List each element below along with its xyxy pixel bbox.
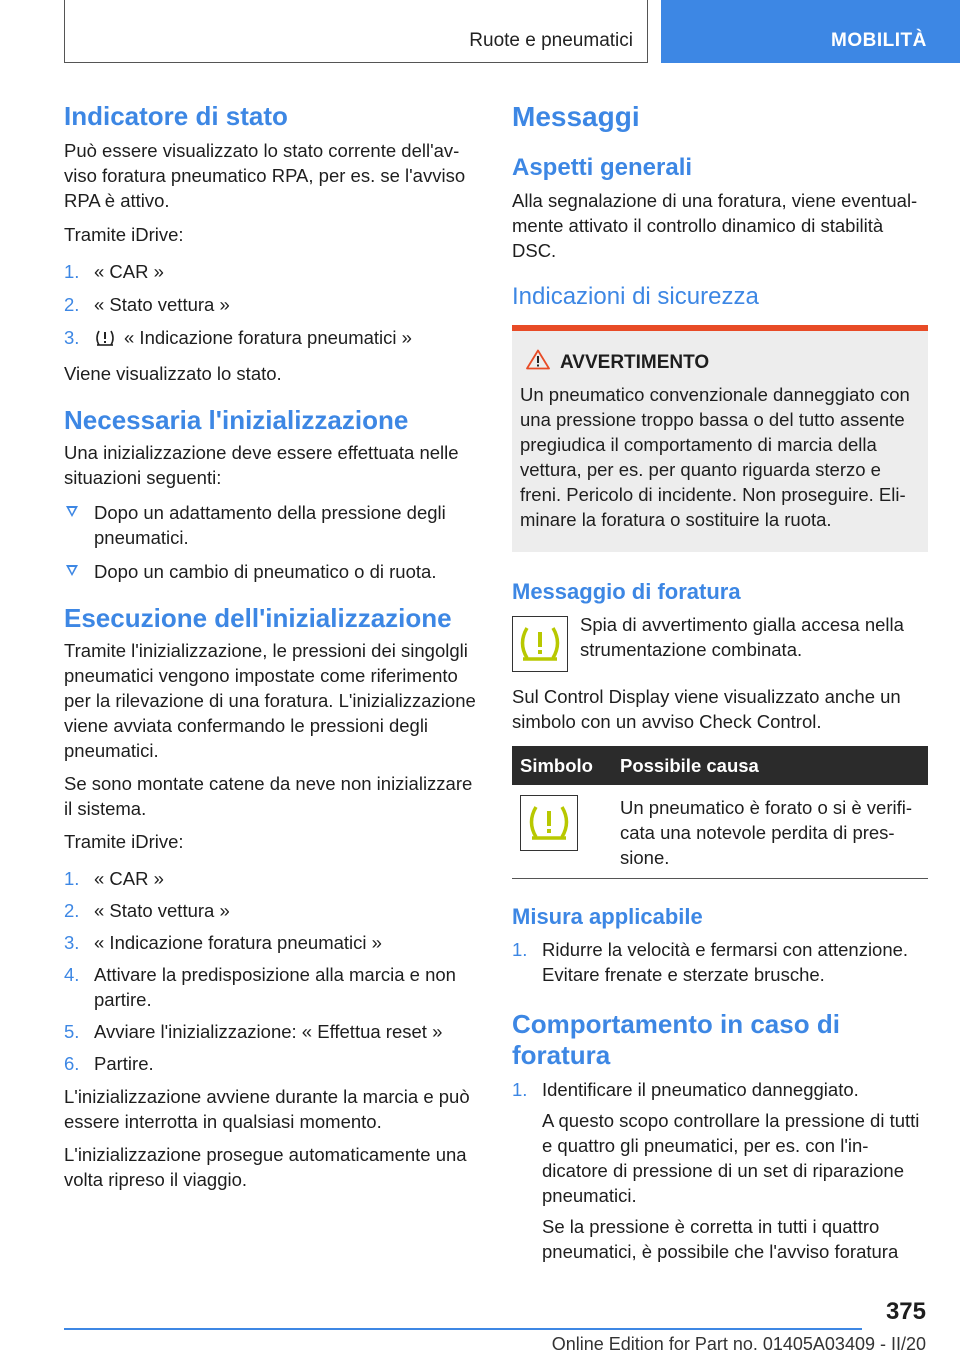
column-header-causa: Possibile causa xyxy=(612,746,928,785)
comportamento-p2: Se la pressione è corretta in tutti i quattro pneumatici, è possibile che l'avviso foratura xyxy=(542,1216,899,1262)
control-display-text: Sul Control Display viene visualizzato anche un simbolo con un avviso Check Control. xyxy=(512,686,901,732)
warning-triangle-icon xyxy=(526,349,550,376)
warning-text: Un pneumatico convenzionale danneggiato con una pressione troppo bassa o del tutto assente pregiudica il comportamento di marcia della vettura, per es. per quanto riguarda sterzo e freni. Pericolo di incidente. Non proseguire. Eli‐ minare la foratura o sostituire la ruota. xyxy=(520,384,910,530)
indicatore-steps xyxy=(64,259,480,353)
page-header xyxy=(64,0,960,64)
lamp-row xyxy=(512,612,928,672)
chapter-title: Ruote e pneumatici xyxy=(469,30,633,51)
warning-title-row xyxy=(520,349,920,376)
warning-box xyxy=(512,325,928,552)
list-item: Dopo un adattamento della pressione degli pneumatici. xyxy=(64,500,480,550)
footer-divider xyxy=(64,1328,862,1330)
indicatore-idrive: Tramite iDrive: xyxy=(64,224,184,245)
symbol-table xyxy=(512,746,928,879)
list-item: 1. « CAR » xyxy=(64,868,164,889)
footer-edition: Online Edition for Part no. 01405A03409 - II/20 xyxy=(551,1334,926,1354)
tire-warning-icon xyxy=(94,328,116,353)
heading-indicatore: Indicatore di stato xyxy=(64,101,288,131)
indicatore-intro: Può essere visualizzato lo stato corrente dell'av‐ viso foratura pneumatico RPA, per es. se l'avviso RPA è attivo. xyxy=(64,140,466,211)
list-item: 2. « Stato vettura » xyxy=(64,900,230,921)
lamp-text: Spia di avvertimento gialla accesa nella strumentazione combinata. xyxy=(580,614,904,660)
tire-pressure-lamp-icon xyxy=(512,616,568,672)
page-number: 375 xyxy=(885,1298,926,1325)
symbol-cell xyxy=(512,785,612,879)
tire-pressure-warning-icon xyxy=(520,795,578,851)
esecuzione-steps xyxy=(64,866,480,1076)
warning-title: AVVERTIMENTO xyxy=(560,351,710,373)
column-header-simbolo: Simbolo xyxy=(512,746,612,785)
left-column xyxy=(64,100,480,1192)
chapter-tab xyxy=(64,0,648,63)
list-item: 3. « Indicazione foratura pneumatici » xyxy=(64,932,382,953)
comportamento-p1: A questo scopo controllare la pressione di tutti e quattro gli pneumatici, per es. con l'in‐ dicatore di pressione di un set di riparazione pneumatici. xyxy=(542,1110,920,1206)
esecuzione-idrive: Tramite iDrive: xyxy=(64,831,184,852)
list-item: 1. « CAR » xyxy=(64,261,164,282)
list-item: 4. Attivare la predisposizione alla marcia e non partire. xyxy=(64,964,456,1010)
list-item: 5. Avviare l'inizializzazione: « Effettua reset » xyxy=(64,1021,443,1042)
heading-comportamento: Comportamento in caso di foratura xyxy=(512,1009,840,1070)
heading-foratura: Messaggio di foratura xyxy=(512,579,741,604)
list-item: 3. « Indicazione foratura pneumatici » xyxy=(64,325,480,353)
heading-esecuzione: Esecuzione dell'inizializzazione xyxy=(64,603,452,633)
list-item: 6. Partire. xyxy=(64,1053,154,1074)
necessaria-bullets xyxy=(64,500,480,584)
misura-steps xyxy=(512,937,928,987)
list-item: 1. Ridurre la velocità e fermarsi con attenzione. Evitare frenate e sterzate brusche. xyxy=(512,939,909,985)
esecuzione-p3: L'inizializzazione avviene durante la marcia e può essere interrotta in qualsiasi momento. xyxy=(64,1086,470,1132)
list-item: Dopo un cambio di pneumatico o di ruota. xyxy=(64,559,480,584)
list-item: 2. « Stato vettura » xyxy=(64,294,230,315)
section-title: MOBILITÀ xyxy=(831,30,927,51)
right-column xyxy=(512,100,928,1264)
section-tab xyxy=(661,0,960,63)
comportamento-steps xyxy=(512,1077,928,1102)
list-item: 1. Identificare il pneumatico danneggiato. xyxy=(512,1079,859,1100)
heading-aspetti: Aspetti generali xyxy=(512,154,693,181)
heading-sicurezza: Indicazioni di sicurezza xyxy=(512,283,759,310)
necessaria-intro: Una inizializzazione deve essere effettuata nelle situazioni seguenti: xyxy=(64,442,459,488)
heading-necessaria: Necessaria l'inizializzazione xyxy=(64,405,409,435)
esecuzione-p2: Se sono montate catene da neve non inizializzare il sistema. xyxy=(64,773,473,819)
indicatore-result: Viene visualizzato lo stato. xyxy=(64,363,282,384)
heading-messaggi: Messaggi xyxy=(512,101,640,132)
heading-misura: Misura applicabile xyxy=(512,904,703,929)
cause-cell: Un pneumatico è forato o si è verifi‐ cata una notevole perdita di pres‐ sione. xyxy=(612,785,928,879)
aspetti-text: Alla segnalazione di una foratura, viene eventual‐ mente attivato il controllo dinamico di stabilità DSC. xyxy=(512,190,918,261)
table-row xyxy=(512,785,928,879)
esecuzione-p4: L'inizializzazione prosegue automaticamente una volta ripreso il viaggio. xyxy=(64,1144,467,1190)
esecuzione-p1: Tramite l'inizializzazione, le pressioni dei singolgli pneumatici vengono impostate come riferimento per la rilevazione di una foratura. L'inizializzazione viene avviata confermando le pressioni degli pneumatici. xyxy=(64,640,476,761)
